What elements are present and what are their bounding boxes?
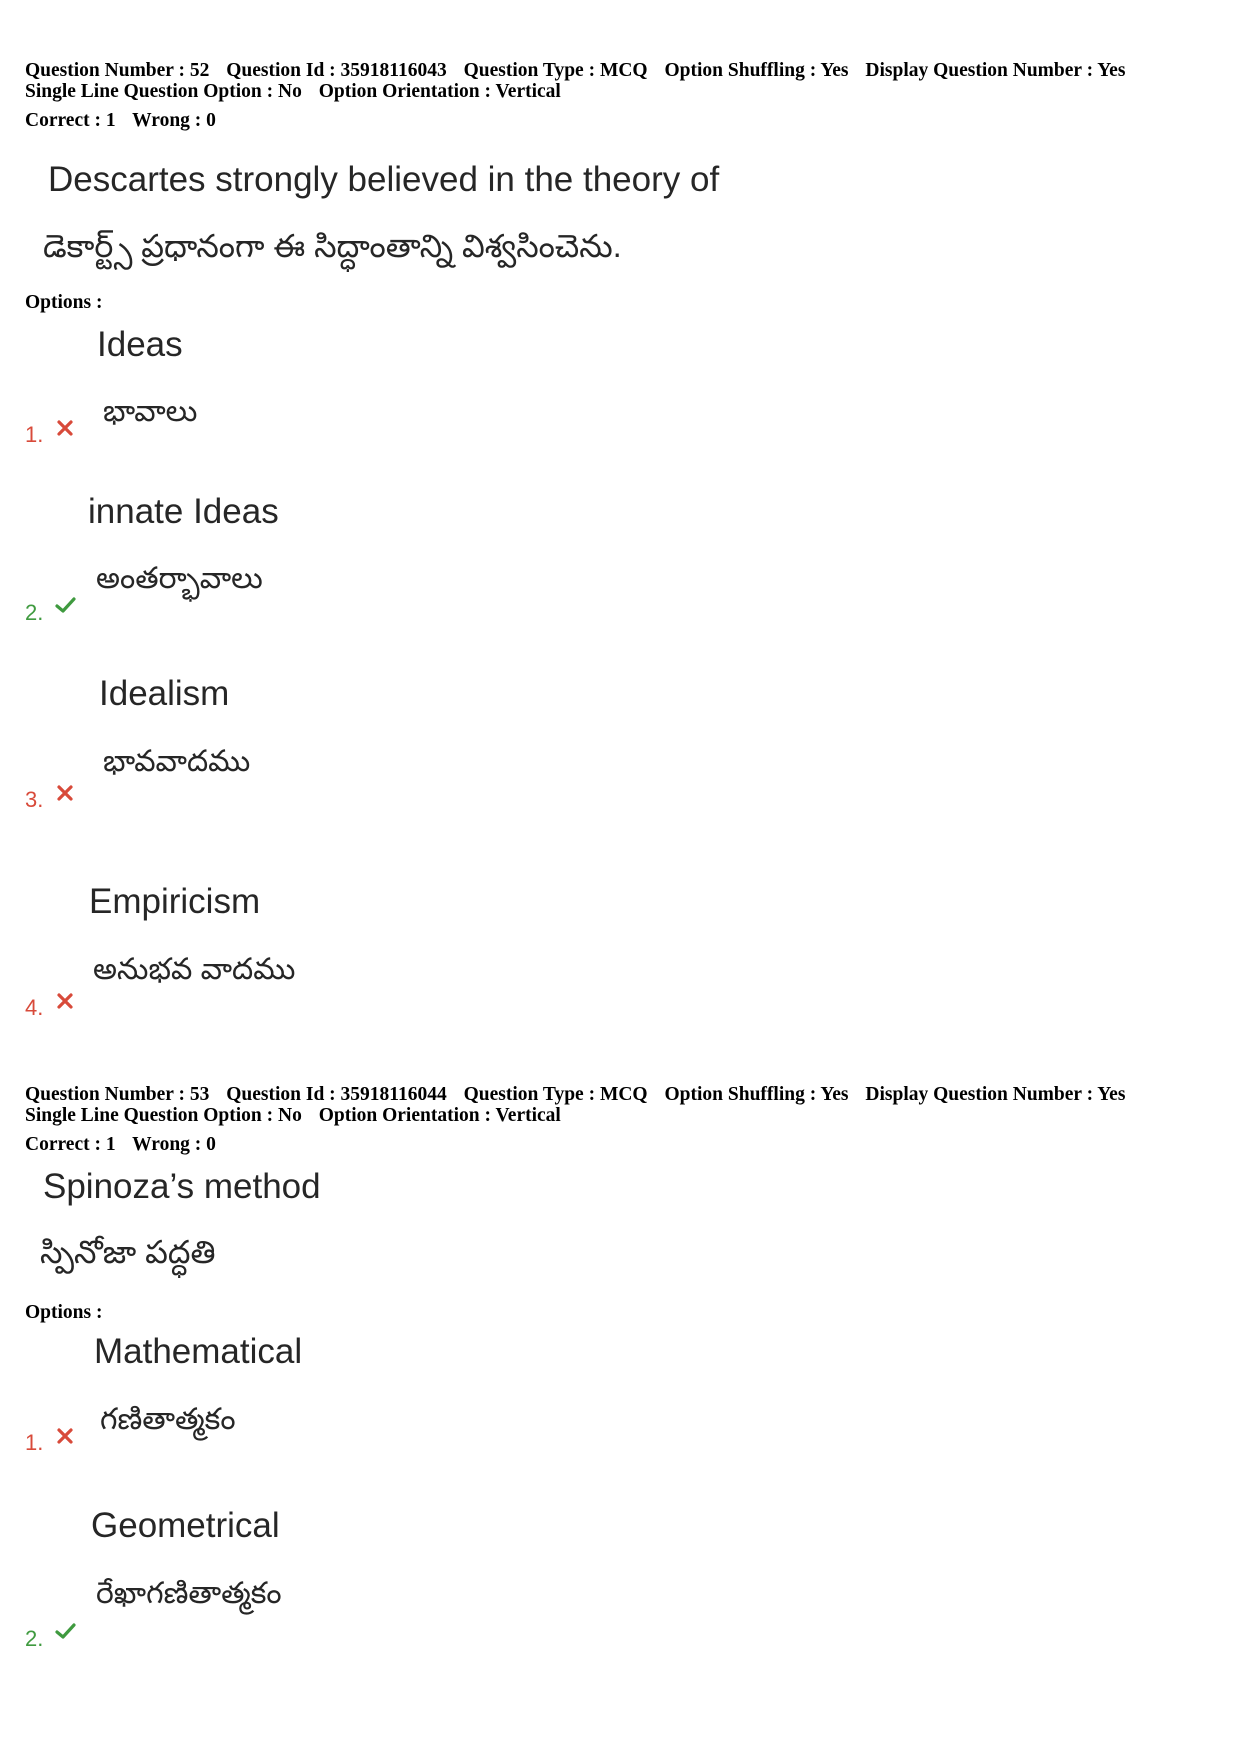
question-text-te: స్పినోజా పద్ధతి	[40, 1234, 216, 1270]
cross-icon	[54, 417, 76, 439]
meta-option-shuffling: Option Shuffling : Yes	[664, 1084, 849, 1105]
option-2-text-en: innate Ideas	[88, 492, 279, 531]
check-icon	[54, 1620, 76, 1642]
meta-option-orientation: Option Orientation : Vertical	[318, 81, 561, 102]
option-4-text-en: Empiricism	[89, 882, 261, 921]
question-text-en: Descartes strongly believed in the theory of	[48, 160, 720, 199]
meta-wrong-marks: Wrong : 0	[132, 110, 216, 131]
meta-question-id: Question Id : 35918116043	[226, 60, 447, 81]
meta-option-orientation: Option Orientation : Vertical	[318, 1105, 561, 1126]
option-2-number: 2.	[25, 1626, 44, 1651]
option-1-text-te: భావాలు	[103, 395, 198, 428]
question-meta-line3	[25, 110, 228, 131]
meta-question-id: Question Id : 35918116044	[226, 1084, 447, 1105]
option-2-number: 2.	[25, 600, 44, 625]
meta-correct-marks: Correct : 1	[25, 110, 116, 131]
meta-single-line-option: Single Line Question Option : No	[25, 1105, 302, 1126]
question-meta-line2	[25, 81, 573, 102]
option-2-text-te: అంతర్భావాలు	[96, 562, 263, 595]
question-meta-line1	[25, 60, 1137, 81]
cross-icon	[54, 990, 76, 1012]
option-3-text-te: భావవాదము	[103, 745, 251, 778]
meta-single-line-option: Single Line Question Option : No	[25, 81, 302, 102]
option-4-text-te: అనుభవ వాదము	[93, 953, 296, 986]
option-1-number: 1.	[25, 1430, 44, 1455]
options-label: Options :	[25, 1302, 103, 1323]
question-text-en: Spinoza’s method	[43, 1167, 321, 1206]
meta-correct-marks: Correct : 1	[25, 1134, 116, 1155]
option-2-text-te: రేఖాగణితాత్మకం	[96, 1577, 282, 1610]
meta-question-type: Question Type : MCQ	[463, 1084, 648, 1105]
meta-wrong-marks: Wrong : 0	[132, 1134, 216, 1155]
question-meta-line2	[25, 1105, 573, 1126]
question-meta-line3	[25, 1134, 228, 1155]
option-4-number: 4.	[25, 995, 44, 1020]
cross-icon	[54, 782, 76, 804]
meta-question-number: Question Number : 52	[25, 60, 210, 81]
check-icon	[54, 594, 76, 616]
option-1-number: 1.	[25, 422, 44, 447]
meta-option-shuffling: Option Shuffling : Yes	[664, 60, 849, 81]
question-meta-line1	[25, 1084, 1137, 1105]
options-label: Options :	[25, 292, 103, 313]
option-3-number: 3.	[25, 787, 44, 812]
meta-question-number: Question Number : 53	[25, 1084, 210, 1105]
option-2-text-en: Geometrical	[91, 1506, 280, 1545]
cross-icon	[54, 1425, 76, 1447]
meta-display-question-number: Display Question Number : Yes	[865, 1084, 1126, 1105]
question-text-te: డెకార్ట్స్ ప్రధానంగా ఈ సిద్ధాంతాన్ని విశ్వసించెను.	[43, 228, 622, 264]
option-1-text-en: Mathematical	[94, 1332, 303, 1371]
option-3-text-en: Idealism	[99, 674, 230, 713]
meta-display-question-number: Display Question Number : Yes	[865, 60, 1126, 81]
option-1-text-en: Ideas	[97, 325, 183, 364]
option-1-text-te: గణితాత్మకం	[100, 1403, 236, 1436]
meta-question-type: Question Type : MCQ	[463, 60, 648, 81]
